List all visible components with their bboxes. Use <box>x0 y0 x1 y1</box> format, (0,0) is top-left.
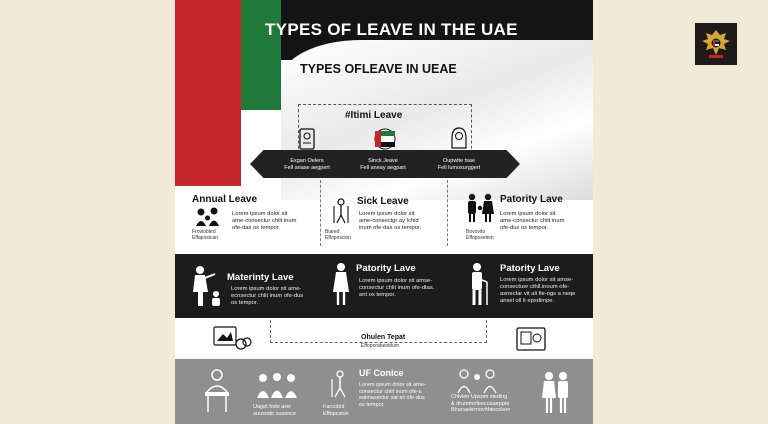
divider-2 <box>447 180 448 246</box>
uae-emblem-logo <box>695 23 737 65</box>
grey-right-caption: Chlvien Upsum sieding & drummefeeccaaeppte Bhanaelemovhfanceleer <box>451 394 511 413</box>
id-card-icon <box>298 128 316 150</box>
materinty-leave-title: Materinty Lave <box>227 272 294 283</box>
flag-red-stripe <box>175 0 241 186</box>
flag-green-stripe <box>241 0 281 110</box>
patority-leave-dark-title-2: Patority Lave <box>500 263 560 274</box>
grey-body: Lorem ipsum dolor sit ame-consectur chlit inum ofe-a ealmasectur vat ali ofe-dus os tempor. <box>359 382 426 408</box>
man-cane-icon <box>465 262 493 306</box>
center-title: #Itimi Leave <box>345 110 403 121</box>
annual-leave-body: Lorem ipsum dolor sit ame-consectur chlit inum ofe-das os tempor. <box>232 211 297 231</box>
calendar-people-icon <box>213 326 253 352</box>
patority-leave-title: Patority Lave <box>500 194 563 205</box>
uae-flag-icon <box>374 128 396 150</box>
group-people-icon <box>253 372 301 400</box>
crutch-person-icon <box>328 370 352 398</box>
middle-subtitle: Effoporabeoblum <box>361 343 399 349</box>
patority-leave-dark-body-2: Lorem ipsum dolor sit amse-consectuer cthll.inoum ofe-asnectar vit ali fie-ogs a neqe ansel oll it epsdimpe. <box>500 277 576 304</box>
patority-leave-caption: Bovovito Effoposetion <box>466 229 494 241</box>
family-icon <box>192 206 224 228</box>
middle-title: Ohulen Tepat <box>361 334 406 341</box>
infographic-poster <box>175 0 593 424</box>
poster-subtitle: TYPES OFLEAVE IN UEAE <box>300 62 457 76</box>
center-item-2: Sinck Jeave Fell aneay aegpart <box>360 158 406 171</box>
center-item-3: Oupwite tsae Fell lumosurggert <box>437 158 481 171</box>
patority-leave-dark-title: Patority Lave <box>356 263 416 274</box>
crutches-icon <box>330 198 352 224</box>
divider-1 <box>320 180 321 246</box>
grey-center-caption: Farcobid Effopcsion <box>323 404 349 417</box>
document-icon <box>516 327 546 351</box>
poster-title: TYPES OF LEAVE IN THE UAE <box>265 20 518 39</box>
patority-leave-dark-body: Lorem ipsum dolor sit amse-consectur chlit inum ofe-dtas. ant os tempor. <box>359 278 435 298</box>
sick-leave-caption: Biared Effoposcion <box>325 229 352 241</box>
materinty-leave-body: Lorem ipsum dolor sit ame-ecnsectur chlit inum ofe-dus os tempor. <box>231 286 304 306</box>
mother-child-icon <box>191 264 223 308</box>
parents-child-icon <box>463 193 497 223</box>
person-hijab-icon <box>449 126 469 150</box>
annual-leave-title: Annual Leave <box>192 194 258 205</box>
grey-title: UF Conice <box>359 368 404 378</box>
annual-leave-caption: Froviobted Effaposican <box>192 229 219 241</box>
sick-leave-title: Sick Leave <box>357 196 409 207</box>
center-item-1: Exgan Oelers Fell anase aegpert <box>284 158 330 171</box>
couple-icon <box>539 370 573 414</box>
grey-left-caption: Uaget fode arel ouusode susence <box>253 404 297 417</box>
woman-icon <box>331 262 351 306</box>
person-desk-icon <box>202 368 232 414</box>
patority-leave-body: Lorem ipsum dolor sit ame-consectur chlit inum ofe-dus os tempor. <box>500 211 565 231</box>
family-group-icon <box>455 368 499 394</box>
sick-leave-body: Lorem ipsum dolor sit ame-consectgr ay lchid inum ofe-das os tempor. <box>359 211 422 231</box>
